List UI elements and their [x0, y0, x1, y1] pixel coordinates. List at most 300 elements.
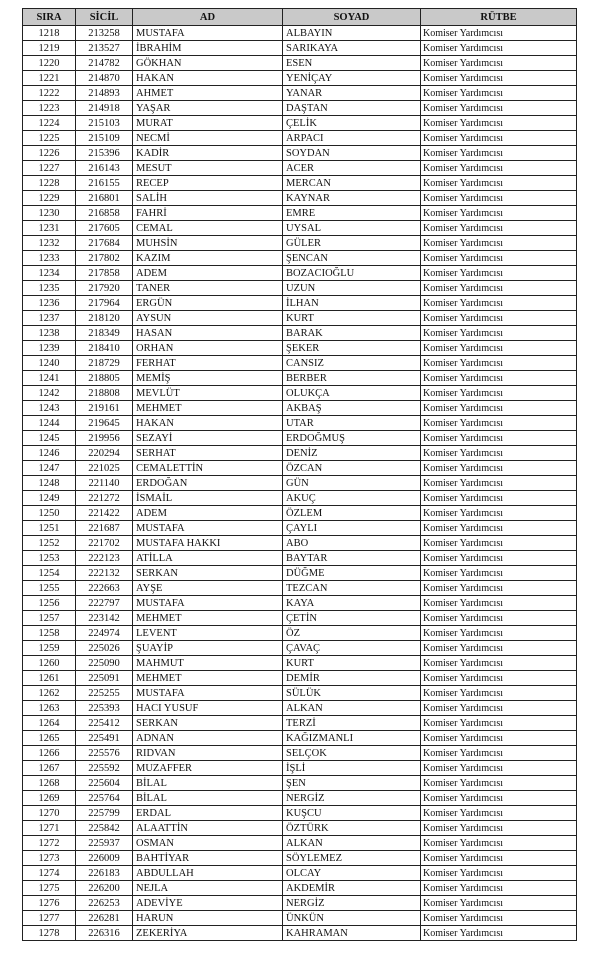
cell-soyad: ÖZTÜRK [283, 821, 421, 836]
cell-rutbe: Komiser Yardımcısı [421, 656, 577, 671]
cell-sira: 1245 [23, 431, 76, 446]
cell-sira: 1272 [23, 836, 76, 851]
cell-ad: MEHMET [133, 671, 283, 686]
cell-sira: 1219 [23, 41, 76, 56]
cell-sira: 1218 [23, 26, 76, 41]
cell-sira: 1268 [23, 776, 76, 791]
table-row [23, 206, 577, 221]
cell-sicil: 225091 [76, 671, 133, 686]
cell-soyad: AKDEMİR [283, 881, 421, 896]
table-row [23, 806, 577, 821]
cell-soyad: İLHAN [283, 296, 421, 311]
column-header-rutbe: RÜTBE [421, 9, 577, 26]
table-row [23, 581, 577, 596]
table-row [23, 371, 577, 386]
cell-soyad: TERZİ [283, 716, 421, 731]
table-row [23, 341, 577, 356]
cell-sira: 1251 [23, 521, 76, 536]
cell-sicil: 225393 [76, 701, 133, 716]
cell-ad: MURAT [133, 116, 283, 131]
table-row [23, 671, 577, 686]
cell-ad: ABDULLAH [133, 866, 283, 881]
cell-rutbe: Komiser Yardımcısı [421, 311, 577, 326]
cell-rutbe: Komiser Yardımcısı [421, 521, 577, 536]
cell-ad: CEMAL [133, 221, 283, 236]
column-header-soyad: SOYAD [283, 9, 421, 26]
cell-rutbe: Komiser Yardımcısı [421, 146, 577, 161]
table-row [23, 281, 577, 296]
table-row [23, 476, 577, 491]
cell-sira: 1231 [23, 221, 76, 236]
cell-sicil: 214782 [76, 56, 133, 71]
cell-soyad: UYSAL [283, 221, 421, 236]
cell-rutbe: Komiser Yardımcısı [421, 641, 577, 656]
cell-sira: 1256 [23, 596, 76, 611]
cell-rutbe: Komiser Yardımcısı [421, 176, 577, 191]
cell-sicil: 218120 [76, 311, 133, 326]
cell-rutbe: Komiser Yardımcısı [421, 911, 577, 926]
cell-sira: 1252 [23, 536, 76, 551]
cell-soyad: SOYDAN [283, 146, 421, 161]
table-row [23, 71, 577, 86]
cell-ad: ADNAN [133, 731, 283, 746]
cell-sicil: 214918 [76, 101, 133, 116]
cell-rutbe: Komiser Yardımcısı [421, 236, 577, 251]
table-row [23, 566, 577, 581]
cell-soyad: UZUN [283, 281, 421, 296]
cell-sira: 1237 [23, 311, 76, 326]
cell-sicil: 226200 [76, 881, 133, 896]
cell-soyad: ŞEN [283, 776, 421, 791]
cell-sicil: 215109 [76, 131, 133, 146]
cell-soyad: ARPACI [283, 131, 421, 146]
cell-sira: 1259 [23, 641, 76, 656]
cell-ad: HAKAN [133, 416, 283, 431]
cell-soyad: NERGİZ [283, 896, 421, 911]
cell-sira: 1234 [23, 266, 76, 281]
table-row [23, 161, 577, 176]
cell-ad: NEJLA [133, 881, 283, 896]
table-row [23, 716, 577, 731]
cell-sicil: 217802 [76, 251, 133, 266]
cell-sira: 1250 [23, 506, 76, 521]
cell-ad: MUSTAFA [133, 596, 283, 611]
cell-ad: HARUN [133, 911, 283, 926]
cell-sira: 1271 [23, 821, 76, 836]
cell-ad: HASAN [133, 326, 283, 341]
cell-sicil: 225799 [76, 806, 133, 821]
cell-sicil: 225764 [76, 791, 133, 806]
cell-sicil: 216155 [76, 176, 133, 191]
cell-ad: ŞUAYİP [133, 641, 283, 656]
table-row [23, 266, 577, 281]
cell-soyad: UTAR [283, 416, 421, 431]
cell-soyad: ALBAYIN [283, 26, 421, 41]
cell-ad: ERDOĞAN [133, 476, 283, 491]
cell-ad: KAZIM [133, 251, 283, 266]
table-row [23, 926, 577, 941]
cell-soyad: ACER [283, 161, 421, 176]
cell-sicil: 226281 [76, 911, 133, 926]
cell-sicil: 218349 [76, 326, 133, 341]
cell-sicil: 216801 [76, 191, 133, 206]
cell-sira: 1221 [23, 71, 76, 86]
cell-ad: SALİH [133, 191, 283, 206]
cell-rutbe: Komiser Yardımcısı [421, 266, 577, 281]
cell-rutbe: Komiser Yardımcısı [421, 296, 577, 311]
cell-sicil: 213527 [76, 41, 133, 56]
table-row [23, 731, 577, 746]
cell-rutbe: Komiser Yardımcısı [421, 581, 577, 596]
table-row [23, 236, 577, 251]
cell-soyad: SÜLÜK [283, 686, 421, 701]
cell-sicil: 226253 [76, 896, 133, 911]
cell-sira: 1230 [23, 206, 76, 221]
cell-ad: KADİR [133, 146, 283, 161]
cell-ad: MUSTAFA HAKKI [133, 536, 283, 551]
table-row [23, 851, 577, 866]
cell-rutbe: Komiser Yardımcısı [421, 686, 577, 701]
cell-ad: BİLAL [133, 776, 283, 791]
cell-rutbe: Komiser Yardımcısı [421, 491, 577, 506]
cell-sicil: 218729 [76, 356, 133, 371]
cell-sira: 1247 [23, 461, 76, 476]
cell-sira: 1262 [23, 686, 76, 701]
table-row [23, 506, 577, 521]
cell-ad: TANER [133, 281, 283, 296]
cell-sira: 1223 [23, 101, 76, 116]
table-row [23, 401, 577, 416]
cell-soyad: BOZACIOĞLU [283, 266, 421, 281]
table-row [23, 551, 577, 566]
cell-soyad: SELÇOK [283, 746, 421, 761]
cell-sira: 1224 [23, 116, 76, 131]
cell-soyad: AKBAŞ [283, 401, 421, 416]
table-row [23, 746, 577, 761]
cell-sira: 1241 [23, 371, 76, 386]
header-row [23, 9, 577, 26]
cell-soyad: ÇAVAÇ [283, 641, 421, 656]
cell-rutbe: Komiser Yardımcısı [421, 926, 577, 941]
cell-sira: 1275 [23, 881, 76, 896]
cell-rutbe: Komiser Yardımcısı [421, 761, 577, 776]
cell-sira: 1277 [23, 911, 76, 926]
cell-soyad: KAYA [283, 596, 421, 611]
cell-sicil: 216858 [76, 206, 133, 221]
cell-rutbe: Komiser Yardımcısı [421, 461, 577, 476]
cell-rutbe: Komiser Yardımcısı [421, 791, 577, 806]
cell-sira: 1254 [23, 566, 76, 581]
cell-sira: 1258 [23, 626, 76, 641]
table-row [23, 596, 577, 611]
cell-soyad: YENİÇAY [283, 71, 421, 86]
table-row [23, 311, 577, 326]
cell-sira: 1257 [23, 611, 76, 626]
cell-soyad: BERBER [283, 371, 421, 386]
cell-soyad: BAYTAR [283, 551, 421, 566]
cell-sira: 1236 [23, 296, 76, 311]
table-row [23, 221, 577, 236]
cell-soyad: ALKAN [283, 701, 421, 716]
cell-ad: SERKAN [133, 716, 283, 731]
cell-rutbe: Komiser Yardımcısı [421, 101, 577, 116]
table-row [23, 686, 577, 701]
table-row [23, 416, 577, 431]
table-row [23, 26, 577, 41]
cell-ad: ERGÜN [133, 296, 283, 311]
cell-soyad: ESEN [283, 56, 421, 71]
cell-rutbe: Komiser Yardımcısı [421, 56, 577, 71]
cell-sira: 1228 [23, 176, 76, 191]
cell-sira: 1246 [23, 446, 76, 461]
cell-sicil: 221272 [76, 491, 133, 506]
cell-rutbe: Komiser Yardımcısı [421, 341, 577, 356]
cell-rutbe: Komiser Yardımcısı [421, 476, 577, 491]
cell-sicil: 225255 [76, 686, 133, 701]
cell-sicil: 225412 [76, 716, 133, 731]
cell-sicil: 225592 [76, 761, 133, 776]
cell-soyad: KUŞCU [283, 806, 421, 821]
table-row [23, 881, 577, 896]
cell-rutbe: Komiser Yardımcısı [421, 701, 577, 716]
cell-sicil: 222132 [76, 566, 133, 581]
cell-soyad: KAYNAR [283, 191, 421, 206]
cell-sira: 1269 [23, 791, 76, 806]
table-row [23, 356, 577, 371]
cell-sira: 1239 [23, 341, 76, 356]
cell-ad: MEHMET [133, 611, 283, 626]
table-row [23, 626, 577, 641]
cell-soyad: KURT [283, 311, 421, 326]
cell-rutbe: Komiser Yardımcısı [421, 716, 577, 731]
cell-ad: MEHMET [133, 401, 283, 416]
cell-ad: MUZAFFER [133, 761, 283, 776]
cell-sira: 1225 [23, 131, 76, 146]
cell-ad: SERKAN [133, 566, 283, 581]
cell-sira: 1227 [23, 161, 76, 176]
cell-sira: 1266 [23, 746, 76, 761]
table-row [23, 296, 577, 311]
cell-sicil: 217605 [76, 221, 133, 236]
cell-rutbe: Komiser Yardımcısı [421, 251, 577, 266]
cell-soyad: KAĞIZMANLI [283, 731, 421, 746]
cell-ad: GÖKHAN [133, 56, 283, 71]
cell-ad: RECEP [133, 176, 283, 191]
table-row [23, 896, 577, 911]
table-row [23, 146, 577, 161]
table-row [23, 701, 577, 716]
cell-rutbe: Komiser Yardımcısı [421, 191, 577, 206]
cell-rutbe: Komiser Yardımcısı [421, 881, 577, 896]
cell-sira: 1220 [23, 56, 76, 71]
cell-sicil: 220294 [76, 446, 133, 461]
cell-soyad: BARAK [283, 326, 421, 341]
cell-sicil: 213258 [76, 26, 133, 41]
cell-sicil: 221025 [76, 461, 133, 476]
cell-rutbe: Komiser Yardımcısı [421, 746, 577, 761]
cell-soyad: ÖZ [283, 626, 421, 641]
cell-ad: MEMİŞ [133, 371, 283, 386]
table-row [23, 776, 577, 791]
cell-ad: OSMAN [133, 836, 283, 851]
cell-ad: ALAATTİN [133, 821, 283, 836]
cell-ad: RIDVAN [133, 746, 283, 761]
cell-sicil: 225090 [76, 656, 133, 671]
table-row [23, 836, 577, 851]
cell-sicil: 214870 [76, 71, 133, 86]
column-header-ad: AD [133, 9, 283, 26]
cell-rutbe: Komiser Yardımcısı [421, 446, 577, 461]
cell-rutbe: Komiser Yardımcısı [421, 506, 577, 521]
cell-rutbe: Komiser Yardımcısı [421, 26, 577, 41]
cell-sira: 1249 [23, 491, 76, 506]
cell-sira: 1229 [23, 191, 76, 206]
personnel-table [22, 8, 577, 941]
cell-sira: 1243 [23, 401, 76, 416]
cell-soyad: ÖZLEM [283, 506, 421, 521]
cell-ad: ADEM [133, 266, 283, 281]
cell-sicil: 217920 [76, 281, 133, 296]
cell-soyad: ŞENCAN [283, 251, 421, 266]
cell-sicil: 225026 [76, 641, 133, 656]
cell-sicil: 226316 [76, 926, 133, 941]
cell-soyad: GÜN [283, 476, 421, 491]
cell-ad: MAHMUT [133, 656, 283, 671]
cell-rutbe: Komiser Yardımcısı [421, 776, 577, 791]
cell-soyad: AKUÇ [283, 491, 421, 506]
cell-soyad: YANAR [283, 86, 421, 101]
table-row [23, 791, 577, 806]
cell-sicil: 223142 [76, 611, 133, 626]
cell-soyad: ALKAN [283, 836, 421, 851]
table-row [23, 611, 577, 626]
cell-soyad: ERDOĞMUŞ [283, 431, 421, 446]
cell-ad: SEZAYİ [133, 431, 283, 446]
cell-ad: ORHAN [133, 341, 283, 356]
cell-sira: 1270 [23, 806, 76, 821]
cell-soyad: SARIKAYA [283, 41, 421, 56]
cell-sicil: 225491 [76, 731, 133, 746]
cell-soyad: ÖZCAN [283, 461, 421, 476]
cell-sicil: 225842 [76, 821, 133, 836]
cell-soyad: ÇETİN [283, 611, 421, 626]
cell-sicil: 225604 [76, 776, 133, 791]
table-row [23, 191, 577, 206]
cell-ad: ATİLLA [133, 551, 283, 566]
cell-ad: CEMALETTİN [133, 461, 283, 476]
table-row [23, 41, 577, 56]
cell-soyad: ŞEKER [283, 341, 421, 356]
cell-rutbe: Komiser Yardımcısı [421, 206, 577, 221]
cell-rutbe: Komiser Yardımcısı [421, 326, 577, 341]
cell-ad: MESUT [133, 161, 283, 176]
cell-soyad: DÜĞME [283, 566, 421, 581]
cell-sicil: 214893 [76, 86, 133, 101]
cell-ad: ADEM [133, 506, 283, 521]
cell-sira: 1235 [23, 281, 76, 296]
table-row [23, 326, 577, 341]
table-row [23, 431, 577, 446]
table-row [23, 251, 577, 266]
cell-soyad: ÇAYLI [283, 521, 421, 536]
cell-sicil: 216143 [76, 161, 133, 176]
cell-sira: 1232 [23, 236, 76, 251]
cell-rutbe: Komiser Yardımcısı [421, 626, 577, 641]
cell-rutbe: Komiser Yardımcısı [421, 356, 577, 371]
cell-soyad: GÜLER [283, 236, 421, 251]
cell-ad: MEVLÜT [133, 386, 283, 401]
table-row [23, 911, 577, 926]
cell-ad: BAHTİYAR [133, 851, 283, 866]
cell-ad: NECMİ [133, 131, 283, 146]
cell-sira: 1240 [23, 356, 76, 371]
cell-sicil: 217964 [76, 296, 133, 311]
cell-rutbe: Komiser Yardımcısı [421, 416, 577, 431]
cell-sicil: 215396 [76, 146, 133, 161]
cell-soyad: ÜNKÜN [283, 911, 421, 926]
cell-sicil: 226183 [76, 866, 133, 881]
table-row [23, 491, 577, 506]
table-row [23, 176, 577, 191]
column-header-sira: SIRA [23, 9, 76, 26]
table-row [23, 386, 577, 401]
cell-sicil: 222797 [76, 596, 133, 611]
cell-sira: 1248 [23, 476, 76, 491]
table-row [23, 656, 577, 671]
cell-ad: SERHAT [133, 446, 283, 461]
cell-soyad: TEZCAN [283, 581, 421, 596]
cell-sicil: 225576 [76, 746, 133, 761]
cell-ad: AYSUN [133, 311, 283, 326]
cell-soyad: DAŞTAN [283, 101, 421, 116]
cell-sira: 1267 [23, 761, 76, 776]
cell-rutbe: Komiser Yardımcısı [421, 596, 577, 611]
cell-sira: 1264 [23, 716, 76, 731]
cell-rutbe: Komiser Yardımcısı [421, 866, 577, 881]
table-row [23, 461, 577, 476]
table-row [23, 521, 577, 536]
cell-sira: 1222 [23, 86, 76, 101]
cell-soyad: KURT [283, 656, 421, 671]
cell-sira: 1274 [23, 866, 76, 881]
cell-rutbe: Komiser Yardımcısı [421, 821, 577, 836]
column-header-sicil: SİCİL [76, 9, 133, 26]
cell-sira: 1263 [23, 701, 76, 716]
cell-ad: ZEKERİYA [133, 926, 283, 941]
cell-sicil: 221422 [76, 506, 133, 521]
cell-soyad: MERCAN [283, 176, 421, 191]
cell-sira: 1276 [23, 896, 76, 911]
cell-sira: 1255 [23, 581, 76, 596]
cell-sira: 1260 [23, 656, 76, 671]
cell-soyad: ÇELİK [283, 116, 421, 131]
cell-sicil: 221687 [76, 521, 133, 536]
cell-sira: 1244 [23, 416, 76, 431]
cell-sira: 1242 [23, 386, 76, 401]
table-row [23, 101, 577, 116]
cell-sira: 1273 [23, 851, 76, 866]
cell-rutbe: Komiser Yardımcısı [421, 281, 577, 296]
cell-soyad: OLCAY [283, 866, 421, 881]
cell-sira: 1261 [23, 671, 76, 686]
cell-ad: AYŞE [133, 581, 283, 596]
table-row [23, 116, 577, 131]
cell-rutbe: Komiser Yardımcısı [421, 566, 577, 581]
table-header [23, 9, 577, 26]
table-row [23, 56, 577, 71]
cell-ad: HACI YUSUF [133, 701, 283, 716]
cell-sira: 1278 [23, 926, 76, 941]
